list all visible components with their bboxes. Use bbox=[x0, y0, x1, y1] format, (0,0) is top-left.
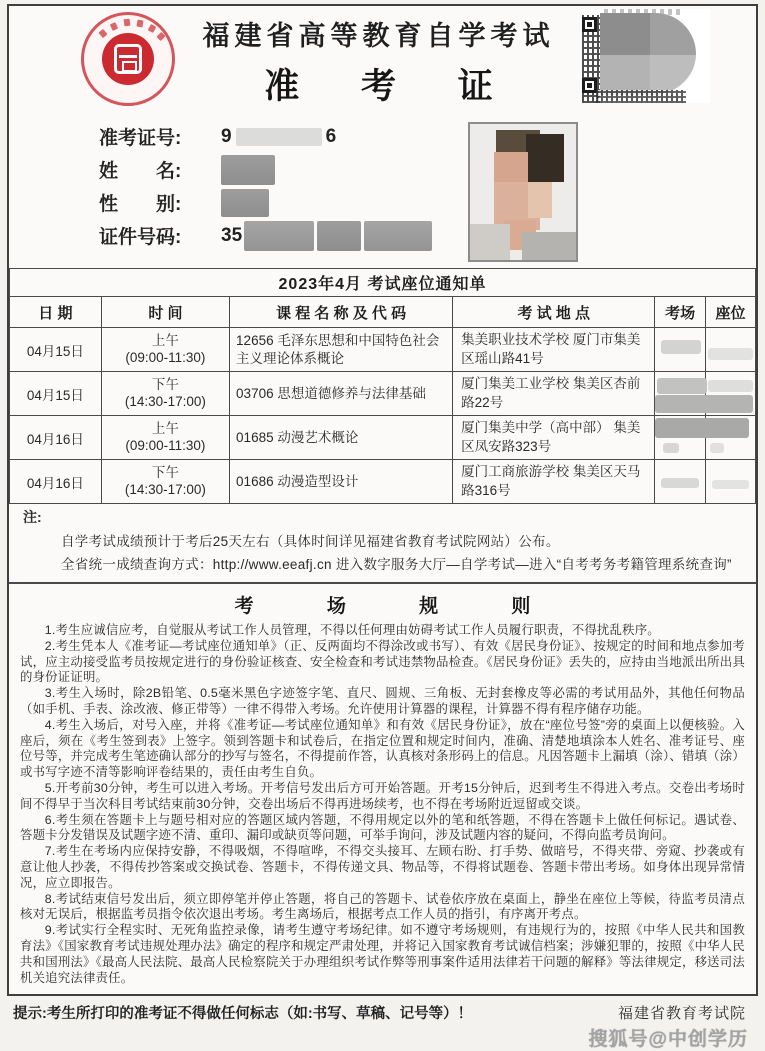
table-row bbox=[10, 328, 756, 372]
sohu-watermark: 搜狐号@中创学历 bbox=[588, 1029, 748, 1051]
gender-value bbox=[221, 189, 269, 217]
redaction-blur bbox=[236, 128, 322, 146]
redaction-blur bbox=[221, 189, 269, 217]
exam-location: 集美职业技术学校 厦门市集美区瑶山路41号 bbox=[453, 328, 655, 372]
col-header-course: 课 程 名 称 及 代 码 bbox=[230, 297, 453, 328]
notes-label: 注: bbox=[23, 509, 42, 525]
redaction-blur bbox=[317, 221, 361, 251]
gender-label: 性 别: bbox=[99, 194, 182, 215]
course-name: 03706 思想道德修养与法律基础 bbox=[230, 372, 453, 416]
redaction-blur bbox=[655, 395, 753, 413]
redaction-blur bbox=[708, 380, 753, 392]
rule-item: 6.考生须在答题卡上与题号相对应的答题区域内答题，不得用规定以外的笔和纸答题，不得在答题卡上做任何标记。遇试卷、答题卡分发错误及试题字迹不清、重印、漏印或缺页等问题，可举手询问，涉及试题内容的疑问，不得向监考员询问。 bbox=[20, 812, 745, 843]
rule-item: 3.考生入场时，除2B铅笔、0.5毫米黑色字迹签字笔、直尺、圆规、三角板、无封套橡皮等必需的考试用品外，其他任何物品（如手机、手表、涂改液、修正带等）一律不得带入考场。允许使用计算器的课程，计算器不得有程序储存功能。 bbox=[20, 686, 745, 716]
qr-code bbox=[582, 9, 710, 103]
redaction-blur bbox=[655, 418, 749, 438]
seat-number bbox=[706, 460, 756, 504]
course-name: 12656 毛泽东思想和中国特色社会主义理论体系概论 bbox=[230, 328, 453, 372]
rule-item: 4.考生入场后，对号入座，并将《准考证—考试座位通知单》和有效《居民身份证》，放在“座位号签”旁的桌面上以便核验。入座后，须在《考生签到表》上签字。领到答题卡和试卷后，在指定位置和规定时间内，准确、清楚地填涂本人姓名、准考证号、座位号等，并完成考生笔迹确认部分的抄写与签名，不得提前作答，认真核对条形码上的信息。凡因答题卡上漏填（涂）、错填（涂）或书写字迹不清等影响评卷结果的，责任由考生自负。 bbox=[20, 717, 745, 780]
table-row bbox=[10, 372, 756, 416]
col-header-seat: 座位 bbox=[706, 297, 756, 328]
name-row bbox=[99, 153, 468, 186]
seal-arc-text bbox=[156, 32, 165, 41]
seat-number bbox=[706, 328, 756, 372]
id-number-value: 35 bbox=[221, 221, 432, 251]
exam-time: 上午 (09:00-11:30) bbox=[101, 328, 229, 372]
id-number-row bbox=[99, 219, 468, 252]
redaction-blur bbox=[710, 443, 724, 453]
note-line: 自学考试成绩预计于考后25天左右（具体时间详见福建省教育考试院网站）公布。 bbox=[61, 534, 560, 549]
table-title: 2023年4月 考试座位通知单 bbox=[10, 269, 756, 297]
redaction-blur bbox=[657, 378, 707, 394]
qr-pattern bbox=[596, 90, 686, 103]
ticket-number-value: 9 6 bbox=[221, 125, 337, 147]
name-label: 姓 名: bbox=[99, 161, 182, 182]
col-header-room: 考场 bbox=[655, 297, 706, 328]
qr-redaction-blur bbox=[600, 13, 696, 95]
table-header-row bbox=[10, 297, 756, 328]
seal-arc-text bbox=[136, 20, 143, 28]
redaction-blur bbox=[221, 155, 275, 185]
organization-title: 福建省高等教育自学考试 bbox=[202, 20, 555, 51]
qr-finder-icon bbox=[582, 78, 597, 93]
table-row bbox=[10, 416, 756, 460]
rule-item: 7.考生在考场内应保持安静，不得吸烟，不得喧哗，不得交头接耳、左顾右盼、打手势、做暗号，不得夹带、旁窥、抄袭或有意让他人抄袭，不得传抄答案或交换试卷、答题卡，不得传递文具、物品等，不得将试题卷、答题卡带出考场。如身体出现异常情况，应立即报告。 bbox=[20, 844, 745, 890]
exam-date: 04月15日 bbox=[10, 372, 102, 416]
document-title: 准 考 证 bbox=[264, 66, 519, 106]
exam-location: 厦门工商旅游学校 集美区天马路316号 bbox=[453, 460, 655, 504]
candidate-photo bbox=[468, 122, 578, 262]
title-block bbox=[175, 10, 582, 109]
note-line: 全省统一成绩查询方式：http://www.eeafj.cn 进入数字服务大厅—自学考试—进入“自考考务考籍管理系统查询” bbox=[61, 557, 732, 572]
course-name: 01686 动漫造型设计 bbox=[230, 460, 453, 504]
rule-item: 8.考试结束信号发出后，须立即停笔并停止答题，将自己的答题卡、试卷依序放在桌面上，静坐在座位上等候，待监考员清点核对无误后，根据监考员指令依次退出考场。考生离场后，根据考点工作人员的指引，有序离开考点。 bbox=[20, 891, 745, 922]
redaction-blur bbox=[661, 478, 699, 488]
seal-arc-text bbox=[98, 29, 107, 38]
redaction-blur bbox=[661, 340, 701, 354]
rule-item: 5.开考前30分钟，考生可以进入考场。开考信号发出后方可开始答题。开考15分钟后，迟到考生不得进入考点。交卷出考场时间不得早于当次科目考试结束前30分钟，交卷出场后不得再进场续考，也不得在考场附近逗留或交谈。 bbox=[20, 780, 745, 811]
footer bbox=[7, 1002, 758, 1023]
exam-date: 04月16日 bbox=[10, 460, 102, 504]
room-number bbox=[655, 416, 706, 460]
table-row bbox=[10, 460, 756, 504]
redaction-blur bbox=[663, 443, 679, 453]
candidate-info-section bbox=[9, 112, 756, 268]
seal-arc-text bbox=[110, 22, 118, 31]
seal-arc-text bbox=[148, 24, 157, 33]
rule-item: 2.考生凭本人《准考证—考试座位通知单》（正、反两面均不得涂改或书写）、有效《居民身份证》、按规定的时间和地点参加考试，应主动接受监考员按规定进行的身份验证核查、安全检查和考试违禁物品检查。《居民身份证》丢失的，应持由当地派出所出具的身份证证明。 bbox=[20, 638, 745, 685]
redaction-blur bbox=[708, 348, 753, 360]
exam-location: 厦门集美中学（高中部） 集美区凤安路323号 bbox=[453, 416, 655, 460]
notes-section bbox=[9, 504, 756, 584]
rule-item: 9.考试实行全程实时、无死角监控录像，请考生遵守考场纪律。如不遵守考场规则，有违规行为的，按照《中华人民共和国教育法》《国家教育考试违规处理办法》确定的程序和规定严肃处理，并将记入国家教育考试诚信档案；涉嫌犯罪的，按照《中华人民共和国刑法》《最高人民法院、最高人民检察院关于办理组织考试作弊等刑事案件适用法律若干问题的解释》等法律规定，移送司法机关追究法律责任。 bbox=[20, 923, 745, 985]
exam-time: 下午 (14:30-17:00) bbox=[101, 460, 229, 504]
col-header-date: 日 期 bbox=[10, 297, 102, 328]
admission-ticket-document bbox=[7, 4, 758, 996]
rules-title: 考 场 规 则 bbox=[234, 596, 565, 617]
ticket-number-row bbox=[99, 120, 468, 153]
id-number-label: 证件号码: bbox=[99, 227, 182, 248]
room-number bbox=[655, 372, 706, 416]
issuing-authority: 福建省教育考试院 bbox=[617, 1005, 746, 1023]
exam-time: 上午 (09:00-11:30) bbox=[101, 416, 229, 460]
document-header bbox=[9, 6, 756, 112]
seal-arc-text bbox=[124, 19, 131, 27]
redaction-blur bbox=[712, 480, 749, 489]
course-name: 01685 动漫艺术概论 bbox=[230, 416, 453, 460]
exam-location: 厦门集美工业学校 集美区杏前路22号 bbox=[453, 372, 655, 416]
qr-finder-icon bbox=[582, 17, 597, 32]
exam-date: 04月16日 bbox=[10, 416, 102, 460]
gender-row bbox=[99, 186, 468, 219]
seal-inner-disc bbox=[102, 33, 154, 85]
exam-date: 04月15日 bbox=[10, 328, 102, 372]
exam-seat-table bbox=[9, 268, 756, 504]
room-number bbox=[655, 460, 706, 504]
rule-item: 1.考生应诚信应考，自觉服从考试工作人员管理，不得以任何理由妨碍考试工作人员履行职责，不得扰乱秩序。 bbox=[44, 623, 660, 637]
name-value bbox=[221, 155, 275, 185]
exam-time: 下午 (14:30-17:00) bbox=[101, 372, 229, 416]
redaction-blur bbox=[364, 221, 432, 251]
room-number bbox=[655, 328, 706, 372]
ticket-number-label: 准考证号: bbox=[99, 128, 182, 149]
exam-rules-section bbox=[9, 584, 756, 994]
print-warning-text: 提示:考生所打印的准考证不得做任何标志（如:书写、草稿、记号等）！ bbox=[13, 1006, 473, 1023]
col-header-location: 考 试 地 点 bbox=[453, 297, 655, 328]
seal-emblem-glyph bbox=[114, 44, 142, 74]
candidate-fields bbox=[99, 120, 468, 262]
education-bureau-seal-icon bbox=[81, 12, 175, 106]
redaction-blur bbox=[244, 221, 314, 251]
col-header-time: 时 间 bbox=[101, 297, 229, 328]
